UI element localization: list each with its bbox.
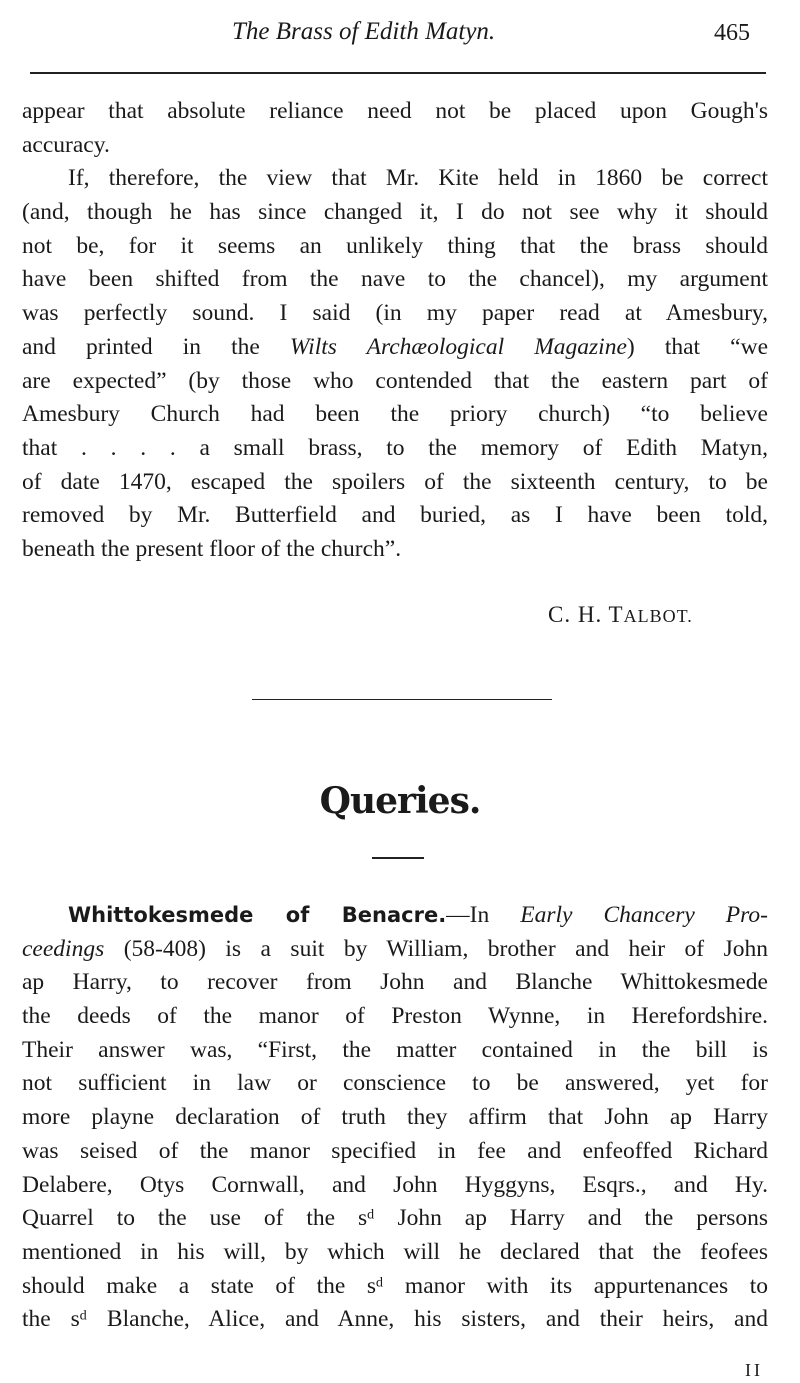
text-line (22, 1000, 768, 1034)
text-span: accuracy. (22, 131, 110, 158)
author-signature (548, 602, 693, 628)
text-line (22, 1169, 768, 1203)
text-line (22, 162, 768, 196)
query-whittokesmede (22, 899, 768, 1337)
text-line (22, 466, 768, 500)
header-rule (30, 72, 766, 74)
text-line (22, 95, 768, 129)
queries-rule (372, 857, 424, 859)
text-line (22, 129, 768, 163)
text-span: should make a state of the sᵈ manor with its appurtenances to (22, 1272, 768, 1299)
text-line (22, 1034, 768, 1068)
text-span: Their answer was, “First, the matter contained in the bill is (22, 1036, 768, 1063)
text-span: are expected” (by those who contended that the eastern part of (22, 367, 768, 394)
page-number: 465 (714, 20, 750, 46)
italic-text: ceedings (22, 935, 105, 962)
text-span: Delabere, Otys Cornwall, and John Hyggyns, Esqrs., and Hy. (22, 1171, 768, 1198)
text-span: —In (446, 902, 521, 928)
text-line (22, 365, 768, 399)
text-line (22, 1202, 768, 1236)
running-header (0, 14, 800, 54)
text-line (22, 1270, 768, 1304)
text-span: beneath the present floor of the church”. (22, 535, 402, 562)
signature-mark: II (745, 1360, 763, 1380)
text-line (22, 432, 768, 466)
text-span: If, therefore, the view that Mr. Kite held in 1860 be correct (68, 165, 768, 192)
text-span: Quarrel to the use of the sᵈ John ap Harry and the persons (22, 1205, 768, 1232)
text-span: and printed in the (22, 333, 290, 360)
text-line (22, 899, 768, 933)
query-title: Whittokesmede of Benacre. (68, 903, 447, 927)
text-line (22, 398, 768, 432)
text-span: Amesbury Church had been the priory church) “to believe (22, 401, 768, 428)
queries-heading: Queries. (319, 780, 481, 822)
text-line (22, 196, 768, 230)
signature-surname: ALBOT. (623, 606, 693, 626)
text-line (22, 297, 768, 331)
text-line (22, 1135, 768, 1169)
paragraph-brass-conclusion (22, 95, 768, 567)
text-span: not be, for it seems an unlikely thing that the brass should (22, 232, 768, 259)
italic-text: Wilts Archæological Magazine (289, 333, 627, 360)
italic-text: Early Chancery Pro- (520, 902, 768, 928)
text-line (22, 1067, 768, 1101)
text-span: (58-408) is a suit by William, brother and heir of John (104, 935, 768, 962)
text-line (22, 1303, 768, 1337)
text-span: ) that “we (626, 333, 768, 360)
text-line (22, 966, 768, 1000)
text-span: (and, though he has since changed it, I do not see why it should (22, 199, 768, 226)
running-title: The Brass of Edith Matyn. (232, 18, 496, 45)
text-span: the sᵈ Blanche, Alice, and Anne, his sisters, and their heirs, and (22, 1306, 768, 1333)
text-line (22, 933, 768, 967)
text-span: the deeds of the manor of Preston Wynne, in Herefordshire. (22, 1003, 768, 1030)
text-span: have been shifted from the nave to the chancel), my argument (22, 266, 768, 293)
text-line (22, 263, 768, 297)
text-line (22, 230, 768, 264)
text-span: ap Harry, to recover from John and Blanche Whittokesmede (22, 969, 768, 996)
text-line (22, 533, 768, 567)
text-span: more playne declaration of truth they affirm that John ap Harry (22, 1104, 768, 1131)
text-span: mentioned in his will, by which will he declared that the feofees (22, 1238, 768, 1265)
text-span: was perfectly sound. I said (in my paper read at Amesbury, (22, 300, 768, 327)
text-span: removed by Mr. Butterfield and buried, as I have been told, (22, 502, 768, 529)
text-line (22, 1101, 768, 1135)
section-divider (252, 699, 552, 700)
text-span: appear that absolute reliance need not be placed upon Gough's (22, 98, 768, 124)
text-span: that . . . . a small brass, to the memory of Edith Matyn, (22, 434, 768, 461)
signature-initials: C. H. T (548, 602, 624, 627)
text-line (22, 499, 768, 533)
text-line (22, 331, 768, 365)
text-span: of date 1470, escaped the spoilers of the sixteenth century, to be (22, 468, 768, 495)
text-span: was seised of the manor specified in fee and enfeoffed Richard (22, 1137, 768, 1164)
text-line (22, 1236, 768, 1270)
text-span: not sufficient in law or conscience to be answered, yet for (22, 1070, 768, 1097)
